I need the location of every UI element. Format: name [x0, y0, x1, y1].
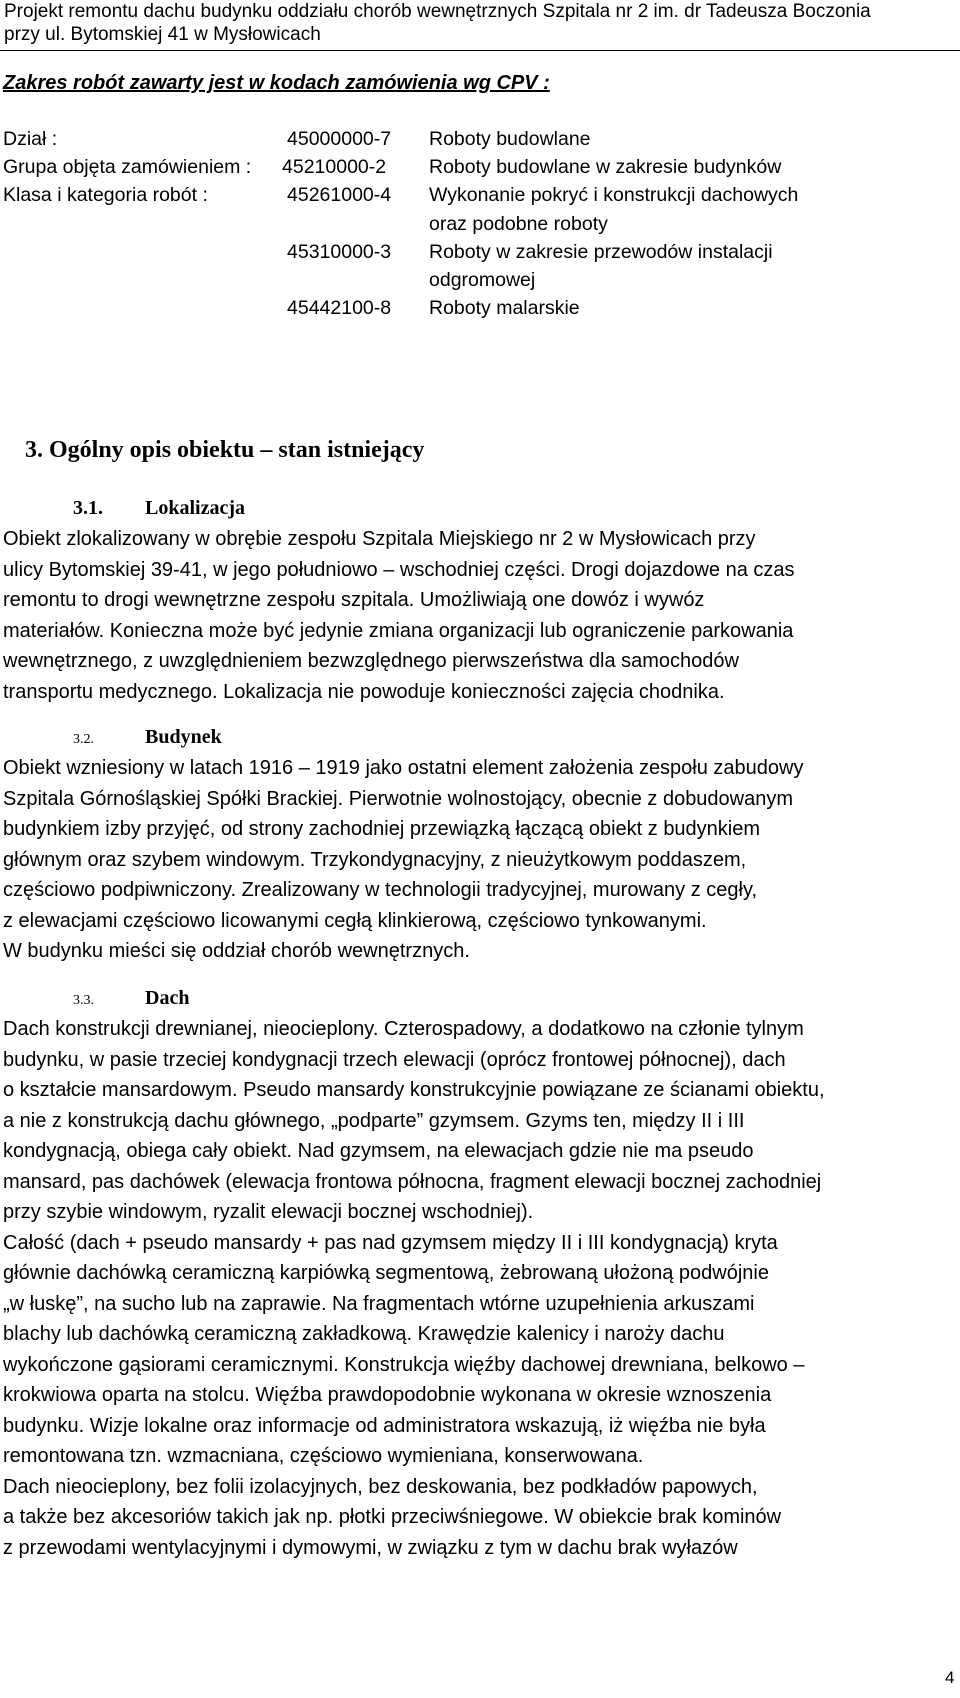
text-line: kondygnacją, obiega cały obiekt. Nad gzymsem, na elewacjach gdzie nie ma pseudo — [3, 1140, 754, 1162]
text-line: mansard, pas dachówek (elewacja frontowa północna, fragment elewacji bocznej zachodniej — [3, 1170, 822, 1193]
text-line: a nie z konstrukcją dachu głównego, „podparte” gzymsem. Gzyms ten, między II i III — [3, 1109, 745, 1132]
subsection-heading — [73, 497, 245, 520]
text-line: krokwiowa oparta na stolcu. Więźba prawdopodobnie wykonana w okresie wznoszenia — [3, 1384, 772, 1406]
text-line: remontowana tzn. wzmacniana, częściowo wymieniana, konserwowana. — [3, 1445, 644, 1467]
cpv-code: 45442100-8 — [287, 297, 392, 319]
text-line: głównym oraz szybem windowym. Trzykondygnacyjny, z nieużytkowym poddaszem, — [3, 848, 747, 871]
subsection-title: Budynek — [145, 726, 222, 748]
text-line: ulicy Bytomskiej 39-41, w jego południowo – wschodniej części. Drogi dojazdowe na czas — [3, 558, 795, 581]
text-line: wewnętrznego, z uwzględnieniem bezwzględnego pierwszeństwa dla samochodów — [3, 650, 739, 672]
subsection-heading — [73, 726, 222, 749]
cpv-description: Wykonanie pokryć i konstrukcji dachowych — [429, 184, 799, 206]
text-line: blachy lub dachówką ceramiczną zakładkową. Krawędzie kalenicy i naroży dachu — [3, 1323, 725, 1345]
header-line: Projekt remontu dachu budynku oddziału chorób wewnętrznych Szpitala nr 2 im. dr Tadeusza Boczonia — [4, 1, 871, 22]
cpv-label: Dział : — [3, 128, 58, 150]
cpv-description: oraz podobne roboty — [429, 213, 608, 235]
paragraph-budynek — [3, 753, 957, 967]
text-line: Dach konstrukcji drewnianej, nieocieplony. Czterospadowy, a dodatkowo na członie tylnym — [3, 1018, 804, 1040]
text-line: Dach nieocieplony, bez folii izolacyjnych, bez deskowania, bez podkładów papowych, — [3, 1475, 758, 1498]
text-line: z elewacjami częściowo licowanymi cegłą klinkierową, częściowo tynkowanymi. — [3, 909, 707, 932]
cpv-code: 45310000-3 — [287, 241, 392, 263]
cpv-title: Zakres robót zawarty jest w kodach zamówienia wg CPV : — [3, 72, 550, 94]
text-line: Obiekt wzniesiony w latach 1916 – 1919 jako ostatni element założenia zespołu zabudowy — [3, 757, 804, 779]
header-line: przy ul. Bytomskiej 41 w Mysłowicach — [4, 24, 321, 45]
text-line: przy szybie windowym, ryzalit elewacji bocznej wschodniej). — [3, 1201, 534, 1223]
text-line: „w łuskę”, na sucho lub na zaprawie. Na fragmentach wtórne uzupełnienia arkuszami — [3, 1292, 755, 1315]
text-line: budynkiem izby przyjęć, od strony zachodniej przewiązką łączącą obiekt z budynkiem — [3, 818, 761, 840]
text-line: transportu medycznego. Lokalizacja nie powoduje konieczności zajęcia chodnika. — [3, 680, 725, 703]
cpv-label: Grupa objęta zamówieniem : — [3, 156, 252, 178]
subsection-number: 3.1. — [73, 497, 103, 519]
text-line: budynku, w pasie trzeciej kondygnacji trzech elewacji (oprócz frontowej północnej), dach — [3, 1048, 786, 1071]
text-line: częściowo podpiwniczony. Zrealizowany w technologii tradycyjnej, murowany z cegły, — [3, 879, 758, 901]
subsection-number: 3.2. — [73, 732, 94, 747]
text-line: o kształcie mansardowym. Pseudo mansardy konstrukcyjnie powiązane ze ścianami obiektu, — [3, 1079, 825, 1101]
text-line: Szpitala Górnośląskiej Spółki Brackiej. Pierwotnie wolnostojący, obecnie z dobudowanym — [3, 787, 794, 810]
cpv-code: 45261000-4 — [287, 184, 392, 206]
cpv-description: Roboty budowlane w zakresie budynków — [429, 156, 782, 178]
section-heading: 3. Ogólny opis obiektu – stan istniejący — [25, 437, 425, 463]
header-divider — [0, 50, 960, 51]
paragraph-lokalizacja — [3, 524, 957, 707]
subsection-heading — [73, 987, 189, 1010]
subsection-number: 3.3. — [73, 993, 94, 1008]
cpv-code: 45210000-2 — [282, 156, 387, 178]
text-line: głównie dachówką ceramiczną karpiówką segmentową, żebrowaną ułożoną podwójnie — [3, 1262, 769, 1284]
text-line: materiałów. Konieczna może być jedynie zmiana organizacji lub ograniczenie parkowania — [3, 619, 794, 642]
text-line: wykończone gąsiorami ceramicznymi. Konstrukcja więźby dachowej drewniana, belkowo – — [3, 1353, 805, 1376]
text-line: Obiekt zlokalizowany w obrębie zespołu Szpitala Miejskiego nr 2 w Mysłowicach przy — [3, 528, 756, 550]
cpv-description: odgromowej — [429, 269, 536, 291]
subsection-title: Lokalizacja — [145, 497, 245, 519]
cpv-code: 45000000-7 — [287, 128, 392, 150]
text-line: W budynku mieści się oddział chorób wewnętrznych. — [3, 940, 470, 962]
running-header — [4, 0, 954, 46]
text-line: a także bez akcesoriów takich jak np. płotki przeciwśniegowe. W obiekcie brak kominów — [3, 1506, 782, 1528]
paragraph-dach — [3, 1014, 957, 1563]
text-line: z przewodami wentylacyjnymi i dymowymi, w związku z tym w dachu brak wyłazów — [3, 1536, 738, 1559]
text-line: remontu to drogi wewnętrzne zespołu szpitala. Umożliwiają one dowóz i wywóz — [3, 589, 705, 611]
subsection-title: Dach — [145, 987, 190, 1009]
text-line: budynku. Wizje lokalne oraz informacje od administratora wskazują, iż więźba nie była — [3, 1414, 766, 1437]
text-line: Całość (dach + pseudo mansardy + pas nad gzymsem między II i III kondygnacją) kryta — [3, 1231, 778, 1254]
cpv-description: Roboty malarskie — [429, 297, 580, 319]
cpv-description: Roboty budowlane — [429, 128, 591, 150]
cpv-label: Klasa i kategoria robót : — [3, 184, 208, 206]
cpv-description: Roboty w zakresie przewodów instalacji — [429, 241, 773, 263]
page-number: 4 — [945, 1668, 955, 1687]
